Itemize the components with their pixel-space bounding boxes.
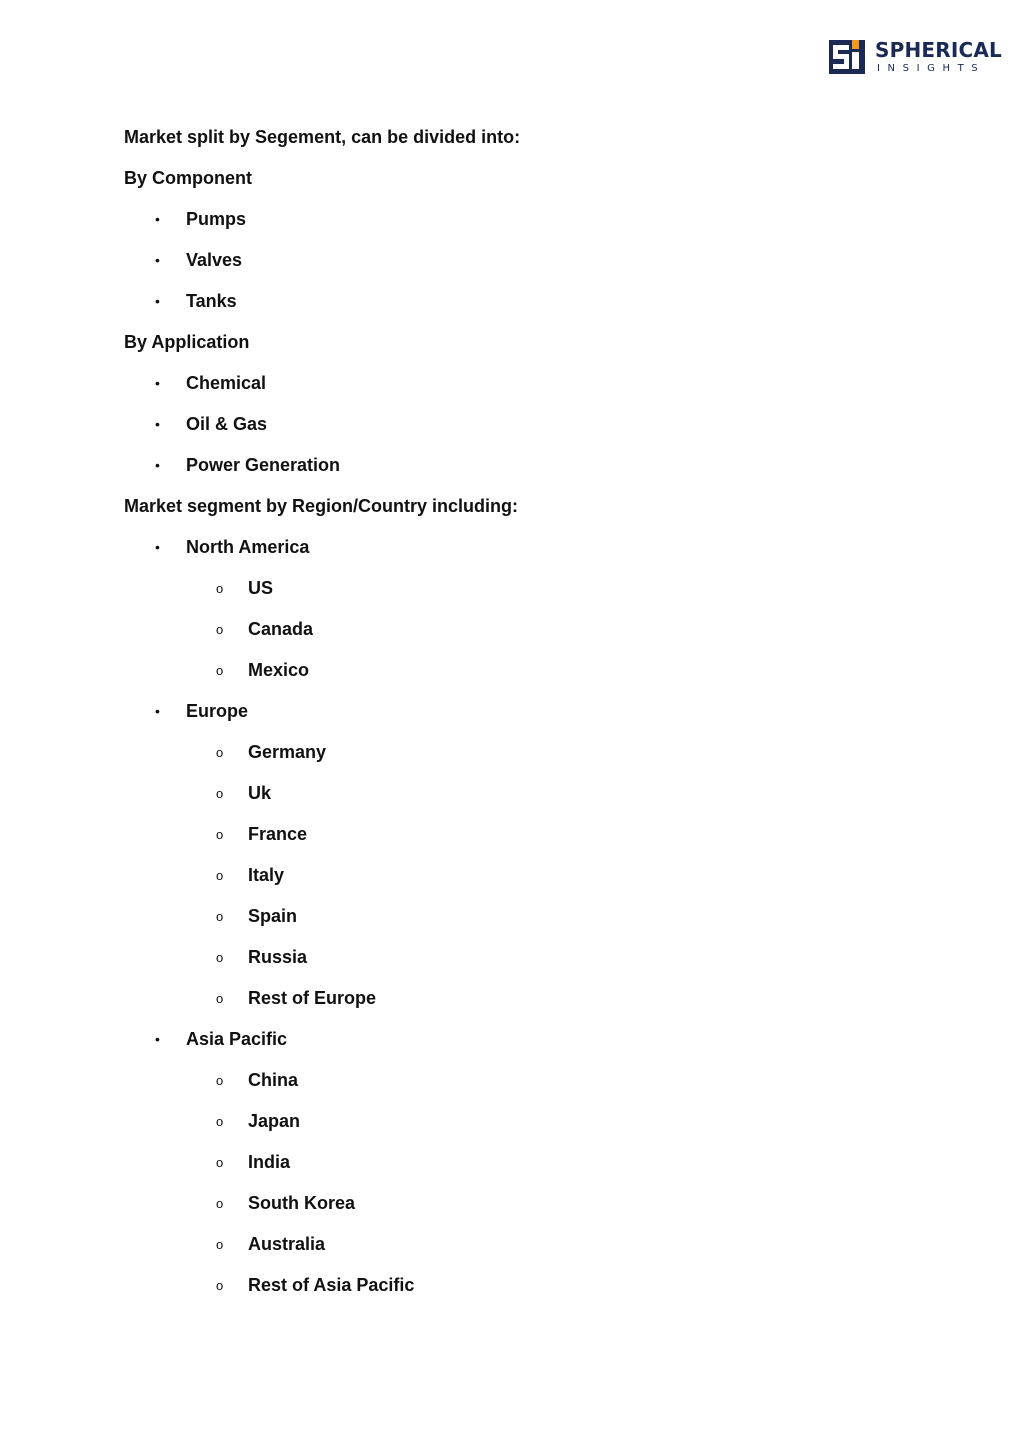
list-item: Pumps bbox=[186, 209, 247, 229]
sub-bullet-icon: o bbox=[216, 663, 224, 678]
logo-mark-icon bbox=[829, 40, 865, 74]
country-item: Uk bbox=[248, 783, 272, 803]
country-item: Rest of Asia Pacific bbox=[248, 1275, 415, 1295]
sub-bullet-icon: o bbox=[216, 745, 224, 760]
sub-bullet-icon: o bbox=[216, 581, 224, 596]
list-item: Oil & Gas bbox=[186, 414, 268, 434]
country-item: Australia bbox=[248, 1234, 326, 1254]
sub-bullet-icon: o bbox=[216, 1114, 224, 1129]
country-item: Japan bbox=[248, 1111, 301, 1131]
list-item: Power Generation bbox=[186, 455, 341, 475]
region-item: Europe bbox=[186, 701, 249, 721]
bullet-icon: • bbox=[155, 457, 160, 473]
country-item: Mexico bbox=[248, 660, 310, 680]
list-item: Tanks bbox=[186, 291, 237, 311]
bullet-icon: • bbox=[155, 1031, 160, 1047]
country-item: Spain bbox=[248, 906, 298, 926]
bullet-icon: • bbox=[155, 416, 160, 432]
country-item: Rest of Europe bbox=[248, 988, 377, 1008]
sub-bullet-icon: o bbox=[216, 991, 224, 1006]
list-item: Valves bbox=[186, 250, 243, 270]
bullet-icon: • bbox=[155, 703, 160, 719]
country-item: US bbox=[248, 578, 274, 598]
bullet-icon: • bbox=[155, 211, 160, 227]
section-heading-component: By Component bbox=[124, 168, 252, 188]
sub-bullet-icon: o bbox=[216, 1278, 224, 1293]
bullet-icon: • bbox=[155, 539, 160, 555]
bullet-icon: • bbox=[155, 293, 160, 309]
bullet-icon: • bbox=[155, 252, 160, 268]
bullet-icon: • bbox=[155, 375, 160, 391]
region-item: North America bbox=[186, 537, 310, 557]
region-item: Asia Pacific bbox=[186, 1029, 288, 1049]
country-item: Russia bbox=[248, 947, 308, 967]
sub-bullet-icon: o bbox=[216, 1073, 224, 1088]
sub-bullet-icon: o bbox=[216, 950, 224, 965]
sub-bullet-icon: o bbox=[216, 827, 224, 842]
country-item: France bbox=[248, 824, 308, 844]
sub-bullet-icon: o bbox=[216, 622, 224, 637]
country-item: South Korea bbox=[248, 1193, 356, 1213]
country-item: Canada bbox=[248, 619, 314, 639]
sub-bullet-icon: o bbox=[216, 786, 224, 801]
intro-heading: Market split by Segement, can be divided into: bbox=[124, 127, 521, 147]
section-heading-application: By Application bbox=[124, 332, 250, 352]
sub-bullet-icon: o bbox=[216, 1237, 224, 1252]
section-heading-region: Market segment by Region/Country including: bbox=[124, 496, 519, 516]
country-item: Germany bbox=[248, 742, 327, 762]
company-logo bbox=[829, 38, 1003, 76]
logo-name: SPHERICAL bbox=[875, 38, 1003, 62]
sub-bullet-icon: o bbox=[216, 909, 224, 924]
sub-bullet-icon: o bbox=[216, 1155, 224, 1170]
logo-subtitle: INSIGHTS bbox=[877, 63, 986, 74]
sub-bullet-icon: o bbox=[216, 1196, 224, 1211]
country-item: India bbox=[248, 1152, 291, 1172]
sub-bullet-icon: o bbox=[216, 868, 224, 883]
country-item: Italy bbox=[248, 865, 285, 885]
list-item: Chemical bbox=[186, 373, 267, 393]
country-item: China bbox=[248, 1070, 299, 1090]
